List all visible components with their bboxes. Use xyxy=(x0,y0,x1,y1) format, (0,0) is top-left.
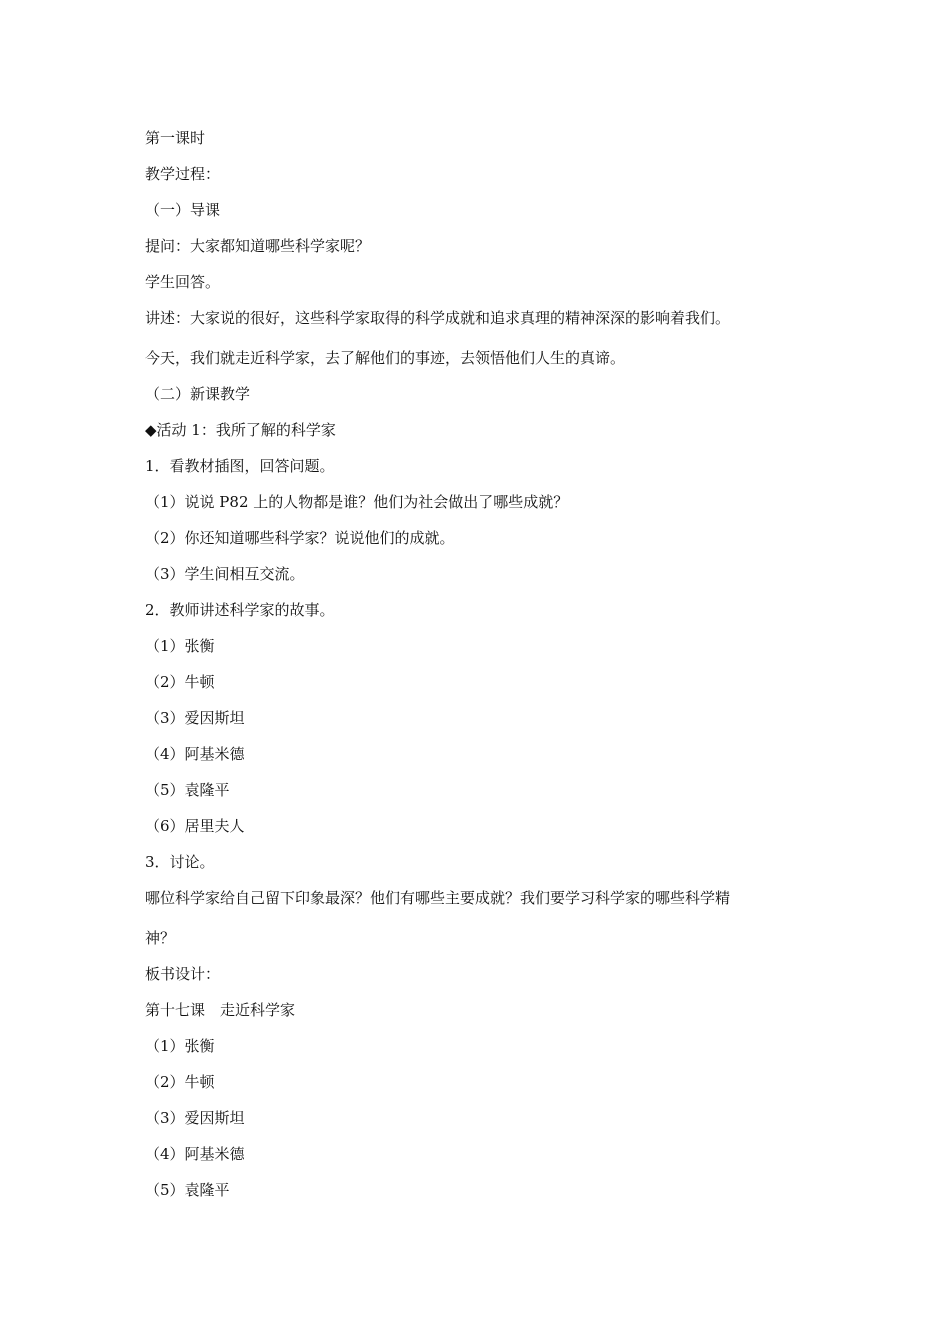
scientist-item: （2）牛顿 xyxy=(145,673,215,691)
list-item: 3．讨论。 xyxy=(145,853,215,871)
scientist-item: （3）爱因斯坦 xyxy=(145,709,245,727)
teaching-process-heading: 教学过程： xyxy=(145,165,221,183)
scientist-item: （6）居里夫人 xyxy=(145,817,245,835)
board-item: （4）阿基米德 xyxy=(145,1145,245,1163)
scientist-item: （4）阿基米德 xyxy=(145,745,245,763)
lesson-period-heading: 第一课时 xyxy=(145,129,206,147)
section-intro-heading: （一）导课 xyxy=(145,201,221,219)
board-item: （1）张衡 xyxy=(145,1037,215,1055)
list-item: （1）说说 P82 上的人物都是谁？他们为社会做出了哪些成就？ xyxy=(145,493,569,511)
narration-paragraph: 讲述：大家说的很好，这些科学家取得的科学成就和追求真理的精神深深的影响着我们。 xyxy=(145,309,731,327)
section-new-lesson-heading: （二）新课教学 xyxy=(145,385,251,403)
list-item: 2．教师讲述科学家的故事。 xyxy=(145,601,335,619)
board-design-heading: 板书设计： xyxy=(145,965,221,983)
scientist-item: （1）张衡 xyxy=(145,637,215,655)
discussion-paragraph: 哪位科学家给自己留下印象最深？他们有哪些主要成就？我们要学习科学家的哪些科学精 xyxy=(145,889,731,907)
board-item: （3）爱因斯坦 xyxy=(145,1109,245,1127)
discussion-paragraph-continued: 神？ xyxy=(145,929,176,947)
board-item: （2）牛顿 xyxy=(145,1073,215,1091)
list-item: （2）你还知道哪些科学家？说说他们的成就。 xyxy=(145,529,455,547)
list-item: 1．看教材插图，回答问题。 xyxy=(145,457,335,475)
question-paragraph: 提问：大家都知道哪些科学家呢？ xyxy=(145,237,371,255)
board-item: （5）袁隆平 xyxy=(145,1181,230,1199)
student-answer-paragraph: 学生回答。 xyxy=(145,273,221,291)
list-item: （3）学生间相互交流。 xyxy=(145,565,305,583)
lesson-title: 第十七课 走近科学家 xyxy=(145,1001,296,1019)
today-paragraph: 今天，我们就走近科学家，去了解他们的事迹，去领悟他们人生的真谛。 xyxy=(145,349,626,367)
scientist-item: （5）袁隆平 xyxy=(145,781,230,799)
activity-heading: ◆活动 1：我所了解的科学家 xyxy=(145,421,336,439)
